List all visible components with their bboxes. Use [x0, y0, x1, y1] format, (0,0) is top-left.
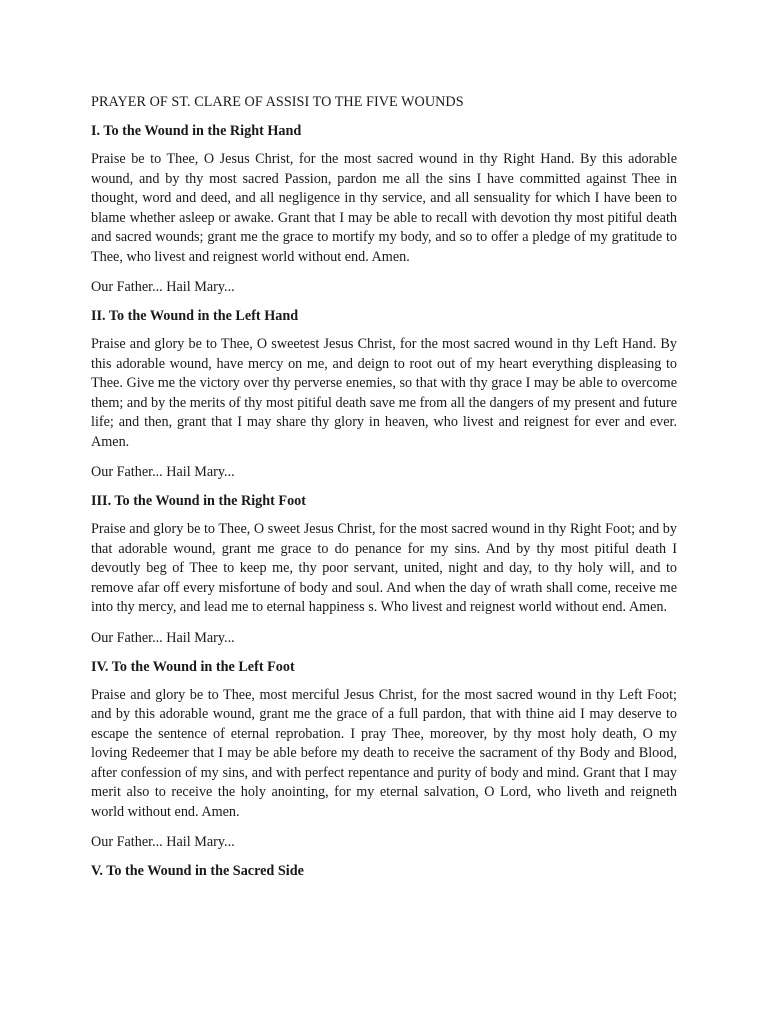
section-heading: I. To the Wound in the Right Hand [91, 123, 302, 139]
prayer-response: Our Father... Hail Mary... [91, 464, 235, 480]
document-page [91, 92, 677, 890]
section-heading: III. To the Wound in the Right Foot [91, 493, 306, 509]
prayer-text: Praise and glory be to Thee, O sweetest Jesus Christ, for the most sacred wound in thy Left Hand. By this adorable wound, have mercy on me, and deign to root out of my heart everything displeasing to Thee. Give me the victory over thy perverse enemies, so that with thy grace I may be able to overcome them; and by the merits of thy most pitiful death save me from all the dangers of my present and future life; and then, grant that I may share thy glory in heaven, who livest and reignest for ever and ever. Amen. [91, 336, 677, 450]
section-left-hand [91, 306, 677, 482]
document-title: PRAYER OF ST. CLARE OF ASSISI TO THE FIVE WOUNDS [91, 94, 464, 110]
section-heading: IV. To the Wound in the Left Foot [91, 658, 295, 675]
prayer-response: Our Father... Hail Mary... [91, 629, 235, 646]
prayer-response: Our Father... Hail Mary... [91, 834, 235, 850]
section-right-foot [91, 491, 677, 648]
prayer-text: Praise and glory be to Thee, most merciful Jesus Christ, for the most sacred wound in thy Left Foot; and by this adorable wound, grant me the grace of a full pardon, that with thine aid I may deserve to escape the sentence of eternal reprobation. I pray Thee, moreover, by thy most holy death, O my loving Redeemer that I may be able before my death to receive the sacrament of thy Body and Blood, after confession of my sins, and with perfect repentance and purity of body and mind. Grant that I may merit also to receive the holy anointing, for my eternal salvation, O Lord, who liveth and reigneth world without end. Amen. [91, 686, 677, 820]
section-heading: V. To the Wound in the Sacred Side [91, 863, 304, 879]
section-right-hand [91, 121, 677, 297]
prayer-response: Our Father... Hail Mary... [91, 279, 235, 295]
section-left-foot [91, 657, 677, 853]
prayer-text: Praise and glory be to Thee, O sweet Jesus Christ, for the most sacred wound in thy Right Foot; and by that adorable wound, grant me grace to do penance for my sins. And by thy most pitiful death I devoutly beg of Thee to keep me, thy poor servant, united, night and day, to thy holy will, and to remove afar off every misfortune of body and soul. And when the day of wrath shall come, receive me into thy mercy, and lead me to eternal happiness s. Who livest and reignest world without end. Amen. [91, 521, 677, 615]
prayer-text: Praise be to Thee, O Jesus Christ, for the most sacred wound in thy Right Hand. By this adorable wound, and by thy most sacred Passion, pardon me all the sins I have committed against Thee in thought, word and deed, and all negligence in thy service, and all sensuality for which I have been to blame whether asleep or awake. Grant that I may be able to recall with devotion thy most pitiful death and sacred wounds; grant me the grace to mortify my body, and so to offer a pledge of my gratitude to Thee, who livest and reignest world without end. Amen. [91, 151, 677, 265]
section-heading: II. To the Wound in the Left Hand [91, 308, 299, 324]
section-sacred-side [91, 861, 677, 881]
